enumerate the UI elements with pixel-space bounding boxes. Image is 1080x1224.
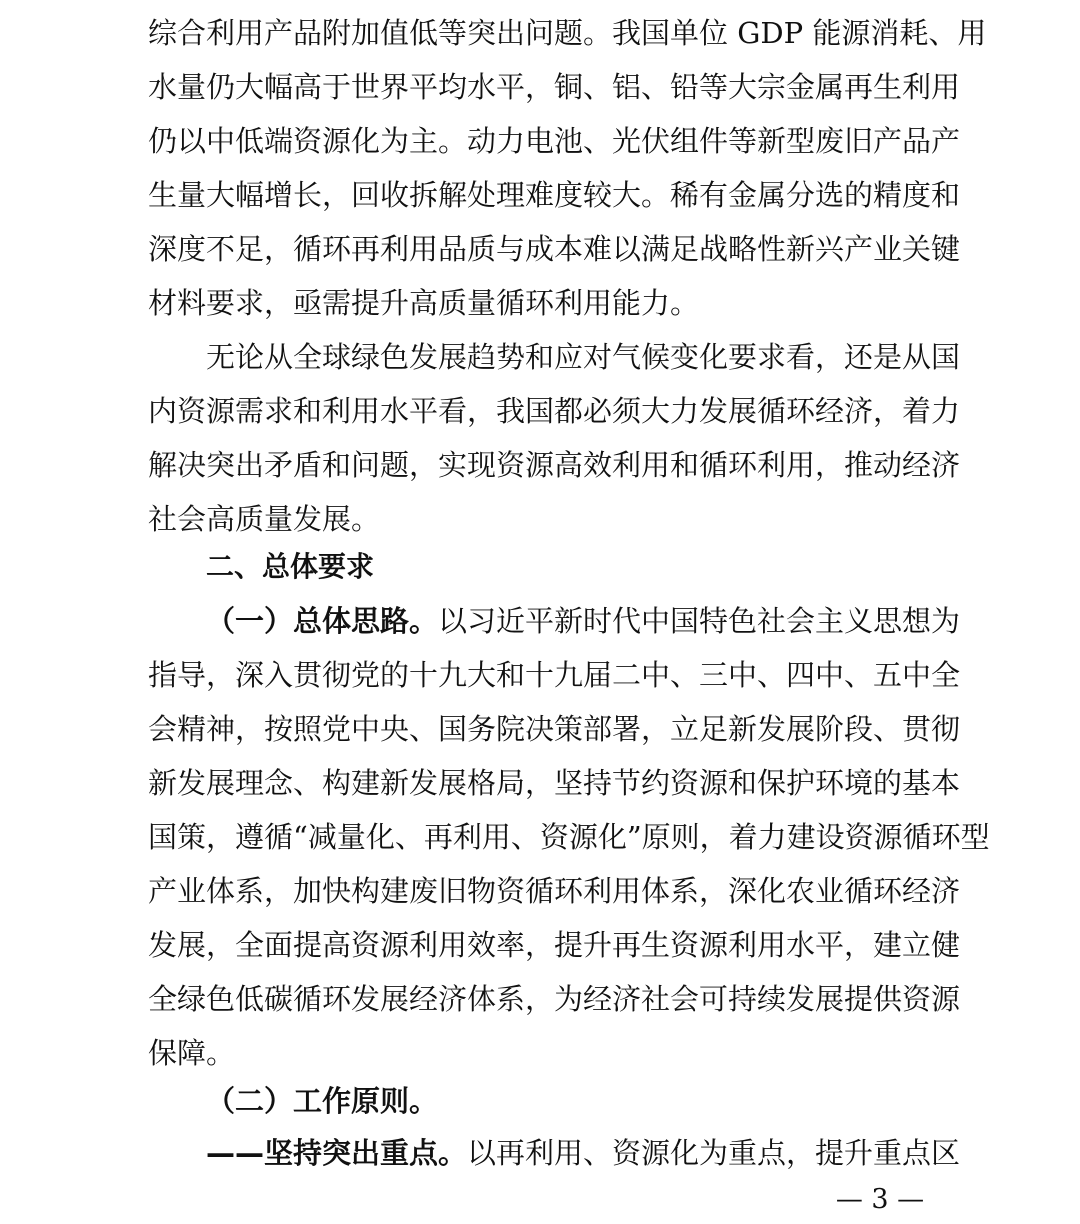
paragraph-3-line-2: 指导，深入贯彻党的十九大和十九届二中、三中、四中、五中全 [148,658,961,692]
paragraph-3-line-4: 新发展理念、构建新发展格局，坚持节约资源和保护环境的基本 [148,766,961,800]
paragraph-2-line-2: 内资源需求和利用水平看，我国都必须大力发展循环经济，着力 [148,394,961,428]
paragraph-1-line-2: 水量仍大幅高于世界平均水平，铜、铝、铅等大宗金属再生利用 [148,70,961,104]
paragraph-3-line-9: 保障。 [148,1036,236,1070]
paragraph-3-line-1 [206,594,961,648]
paragraph-2-line-1: 无论从全球绿色发展趋势和应对气候变化要求看，还是从国 [206,340,961,374]
paragraph-2-line-4: 社会高质量发展。 [148,502,381,536]
paragraph-3-first-line-text: 以习近平新时代中国特色社会主义思想为 [438,604,961,638]
paragraph-1-line-4: 生量大幅增长，回收拆解处理难度较大。稀有金属分选的精度和 [148,178,961,212]
paragraph-1-line-3: 仍以中低端资源化为主。动力电池、光伏组件等新型废旧产品产 [148,124,961,158]
paragraph-1-line-5: 深度不足，循环再利用品质与成本难以满足战略性新兴产业关键 [148,232,961,266]
section-heading: 二、总体要求 [206,550,375,583]
paragraph-4-line-1 [206,1126,961,1180]
paragraph-3-line-6: 产业体系，加快构建废旧物资循环利用体系，深化农业循环经济 [148,874,961,908]
sub-heading: （二）工作原则。 [206,1084,439,1118]
paragraph-1-line-1: 综合利用产品附加值低等突出问题。我国单位 GDP 能源消耗、用 [148,16,987,50]
paragraph-4-lead: ——坚持突出重点。 [206,1136,468,1170]
paragraph-3-line-8: 全绿色低碳循环发展经济体系，为经济社会可持续发展提供资源 [148,982,961,1016]
paragraph-3-line-7: 发展，全面提高资源利用效率，提升再生资源利用水平，建立健 [148,928,961,962]
paragraph-4-first-line-text: 以再利用、资源化为重点，提升重点区 [467,1136,961,1170]
paragraph-3-line-3: 会精神，按照党中央、国务院决策部署，立足新发展阶段、贯彻 [148,712,961,746]
paragraph-3-lead: （一）总体思路。 [206,604,439,638]
page-number: — 3 — [835,1184,925,1215]
paragraph-3-line-5: 国策，遵循“减量化、再利用、资源化”原则，着力建设资源循环型 [148,820,990,854]
paragraph-2-line-3: 解决突出矛盾和问题，实现资源高效利用和循环利用，推动经济 [148,448,961,482]
paragraph-1-line-6: 材料要求，亟需提升高质量循环利用能力。 [148,286,700,320]
